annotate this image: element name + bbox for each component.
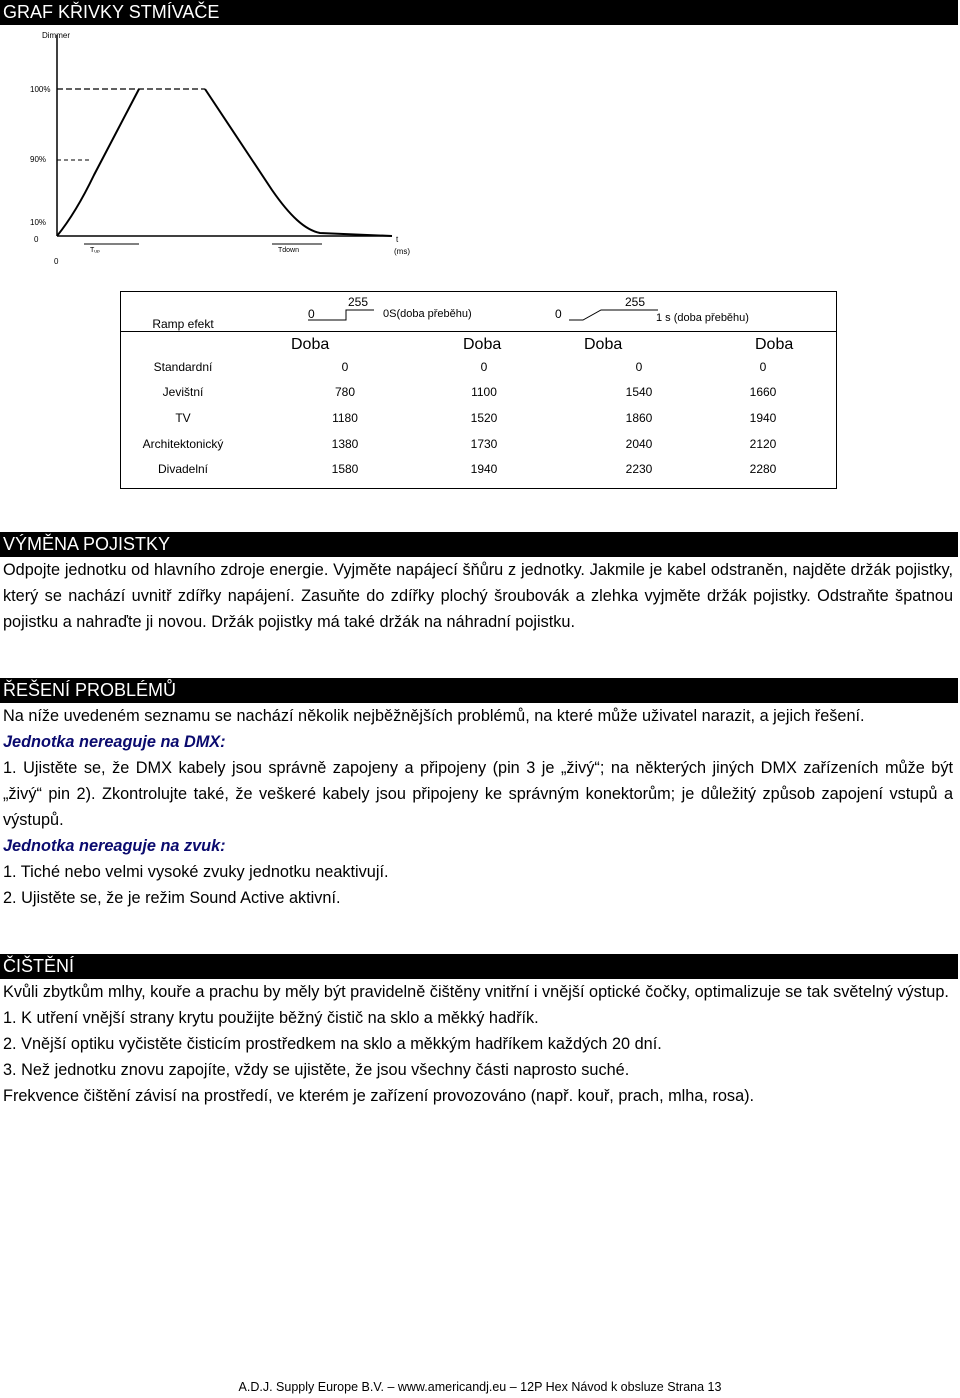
col-header-3: Doba xyxy=(584,336,623,353)
table-cell: 0 xyxy=(341,360,349,374)
sound-item-1: 1. Tiché nebo velmi vysoké zvuky jednotku neaktivují. xyxy=(3,863,389,881)
table-cell: 1100 xyxy=(471,385,497,399)
table-cell: 0 xyxy=(635,360,643,374)
table-cell: 1730 xyxy=(470,437,498,451)
subheading-sound: Jednotka nereaguje na zvuk: xyxy=(3,837,226,855)
ramp-icon-slow-from: 0 xyxy=(555,307,562,321)
table-cell: 1660 xyxy=(749,385,777,399)
header-divider xyxy=(121,331,836,332)
troubleshooting-intro: Na níže uvedeném seznamu se nachází několik nejběžnějších problémů, na které může uživatel narazit, a jejich řešení. xyxy=(3,707,865,725)
table-cell: 1380 xyxy=(331,437,359,451)
ramp-icon-slow-to: 255 xyxy=(625,295,646,309)
x-axis-label: t xyxy=(396,235,399,244)
row-label: Jevištní xyxy=(162,385,204,399)
page-footer: A.D.J. Supply Europe B.V. – www.americandj.eu – 12P Hex Návod k obsluze Strana 13 xyxy=(238,1380,722,1394)
table-cell: 1580 xyxy=(331,462,359,476)
x-tick-0: 0 xyxy=(54,257,59,266)
cleaning-item-3: 3. Než jednotku znovu zapojíte, vždy se ujistěte, že jsou všechny části naprosto suché. xyxy=(3,1061,630,1079)
row-label: Divadelní xyxy=(157,462,209,476)
ramp-effect-table xyxy=(120,291,837,489)
dimmer-curve xyxy=(57,89,392,236)
table-cell: 1860 xyxy=(625,411,653,425)
ramp-icon-slow xyxy=(553,294,663,322)
table-cell: 2280 xyxy=(749,462,777,476)
table-cell: 1180 xyxy=(332,411,358,425)
ramp-icon-slow-caption: 1 s (doba přeběhu) xyxy=(656,312,749,324)
col-header-2: Doba xyxy=(463,336,502,353)
y-tick-10: 10% xyxy=(30,218,47,227)
subheading-dmx: Jednotka nereaguje na DMX: xyxy=(3,733,226,751)
table-cell: 1540 xyxy=(625,385,653,399)
table-cell: 1940 xyxy=(470,462,498,476)
dimmer-curve-diagram xyxy=(0,30,420,270)
x-axis-unit: (ms) xyxy=(394,247,410,256)
ramp-icon-instant xyxy=(306,294,376,322)
table-cell: 2120 xyxy=(749,437,777,451)
table-cell: 2040 xyxy=(625,437,653,451)
y-axis-label: Dimmer xyxy=(42,31,70,40)
ramp-effect-label: Ramp efekt xyxy=(152,317,214,331)
section-heading-troubleshooting: ŘEŠENÍ PROBLÉMŮ xyxy=(0,678,958,703)
y-tick-100: 100% xyxy=(30,85,51,94)
section-heading-fuse: VÝMĚNA POJISTKY xyxy=(0,532,958,557)
col-header-1: Doba xyxy=(291,336,330,353)
col-header-4: Doba xyxy=(755,336,794,353)
row-label: Standardní xyxy=(153,360,213,374)
table-cell: 780 xyxy=(334,385,356,399)
cleaning-body xyxy=(3,979,953,1109)
row-label: Architektonický xyxy=(142,437,224,451)
section-heading-cleaning: ČIŠTĚNÍ xyxy=(0,954,958,979)
ramp-icon-instant-from: 0 xyxy=(308,307,315,321)
row-label: TV xyxy=(175,411,191,425)
cleaning-outro: Frekvence čištění závisí na prostředí, ve kterém je zařízení provozováno (např. kouř, prach, mlha, rosa). xyxy=(3,1087,755,1105)
y-tick-90: 90% xyxy=(30,155,47,164)
table-cell: 2230 xyxy=(625,462,653,476)
ramp-icon-instant-to: 255 xyxy=(348,295,369,309)
cleaning-item-1: 1. K utření vnější strany krytu použijte běžný čistič na sklo a měkký hadřík. xyxy=(3,1009,539,1027)
ramp-icon-instant-caption: 0S(doba přeběhu) xyxy=(383,308,472,320)
y-tick-0: 0 xyxy=(34,235,39,244)
sound-item-2: 2. Ujistěte se, že je režim Sound Active aktivní. xyxy=(3,889,341,907)
table-cell: 0 xyxy=(759,360,767,374)
cleaning-item-2: 2. Vnější optiku vyčistěte čisticím prostředkem na sklo a měkkým hadříkem každých 20 dní. xyxy=(3,1035,662,1053)
cleaning-intro: Kvůli zbytkům mlhy, kouře a prachu by měly být pravidelně čištěny vnitřní i vnější optické čočky, optimalizuje se tak světelný výstup. xyxy=(3,983,949,1001)
t-up-label: Tᵤₚ xyxy=(90,247,100,254)
section-heading-dimmer-curve: GRAF KŘIVKY STMÍVAČE xyxy=(0,0,958,25)
dmx-item: 1. Ujistěte se, že DMX kabely jsou správně zapojeny a připojeny (pin 3 je „živý“; na některých jiných DMX zařízeních může být „živý“ pin 2). Zkontrolujte také, že veškeré kabely jsou připojeny ke správným konektorům; je důležitý způsob zapojení vstupů a výstupů. xyxy=(3,759,953,829)
troubleshooting-body xyxy=(3,703,953,911)
fuse-paragraph xyxy=(3,557,953,635)
fuse-text: Odpojte jednotku od hlavního zdroje energie. Vyjměte napájecí šňůru z jednotky. Jakmile je kabel odstraněn, najděte držák pojistky, který se nachází uvnitř zdířky napájení. Zasuňte do zdířky plochý šroubovák a zlehka vyjměte držák pojistky. Odstraňte špatnou pojistku a nahraďte ji novou. Držák pojistky má také držák na náhradní pojistku. xyxy=(3,561,953,631)
table-cell: 0 xyxy=(480,360,488,374)
table-cell: 1520 xyxy=(470,411,498,425)
t-down-label: Tdown xyxy=(278,247,300,254)
table-cell: 1940 xyxy=(749,411,777,425)
